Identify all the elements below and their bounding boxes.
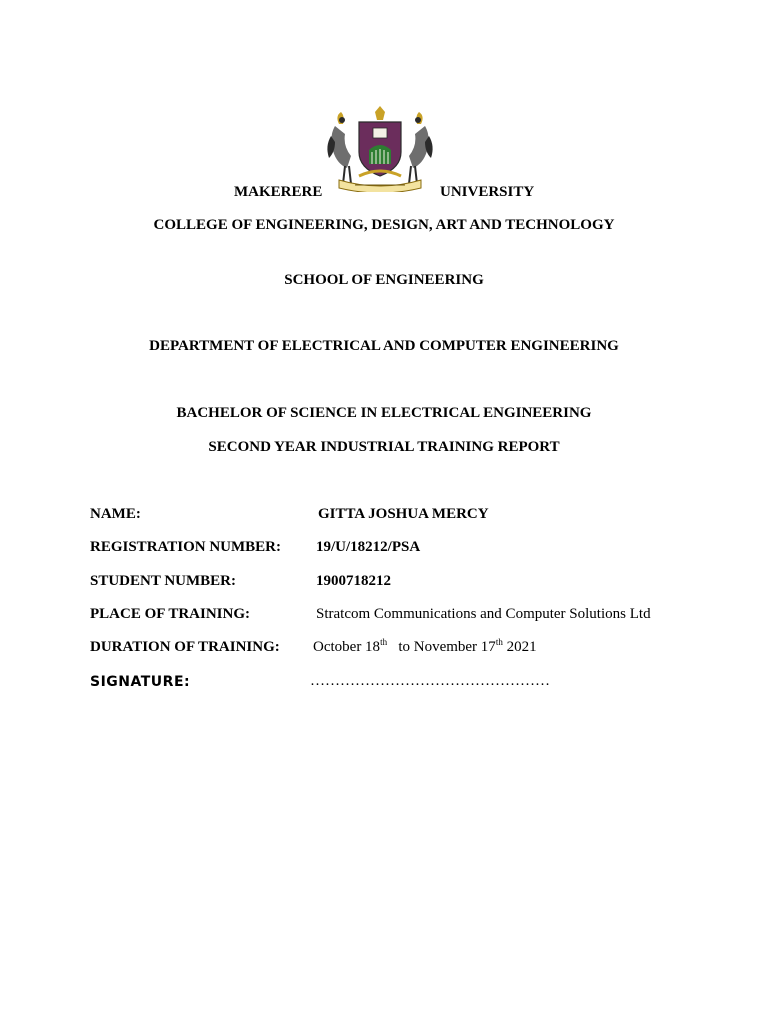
duration-of-training-value [313,639,537,656]
duration-of-training-label: DURATION OF TRAINING: [90,639,280,655]
duration-start: October 18 [313,639,381,655]
duration-year: 2021 [506,639,537,655]
college-heading: COLLEGE OF ENGINEERING, DESIGN, ART AND TECHNOLOGY [153,217,615,233]
duration-end-suffix: th [495,637,503,647]
makerere-crest-logo [325,106,435,192]
school-heading: SCHOOL OF ENGINEERING [284,272,484,288]
student-number-label: STUDENT NUMBER: [90,573,236,589]
name-label: NAME: [90,506,141,522]
place-of-training-label: PLACE OF TRAINING: [90,606,251,622]
place-of-training-value: Stratcom Communications and Computer Solutions Ltd [316,606,651,622]
left-crane-icon [327,112,351,184]
signature-line: ………………………………………… [310,673,550,689]
department-heading: DEPARTMENT OF ELECTRICAL AND COMPUTER ENGINEERING [149,338,619,354]
name-value: GITTA JOSHUA MERCY [318,506,489,522]
right-crane-icon [409,112,433,184]
signature-label: SIGNATURE: [90,674,191,690]
registration-number-value: 19/U/18212/PSA [316,539,421,555]
report-title: SECOND YEAR INDUSTRIAL TRAINING REPORT [208,439,560,455]
registration-number-label: REGISTRATION NUMBER: [90,539,281,555]
shield-icon [359,106,401,176]
university-name-right: UNIVERSITY [440,184,535,200]
degree-heading: BACHELOR OF SCIENCE IN ELECTRICAL ENGINEERING [176,405,592,421]
duration-start-suffix: th [380,637,388,647]
student-number-value: 1900718212 [316,573,391,589]
university-name-left: MAKERERE [234,184,323,200]
duration-mid: to November 17 [398,639,496,655]
